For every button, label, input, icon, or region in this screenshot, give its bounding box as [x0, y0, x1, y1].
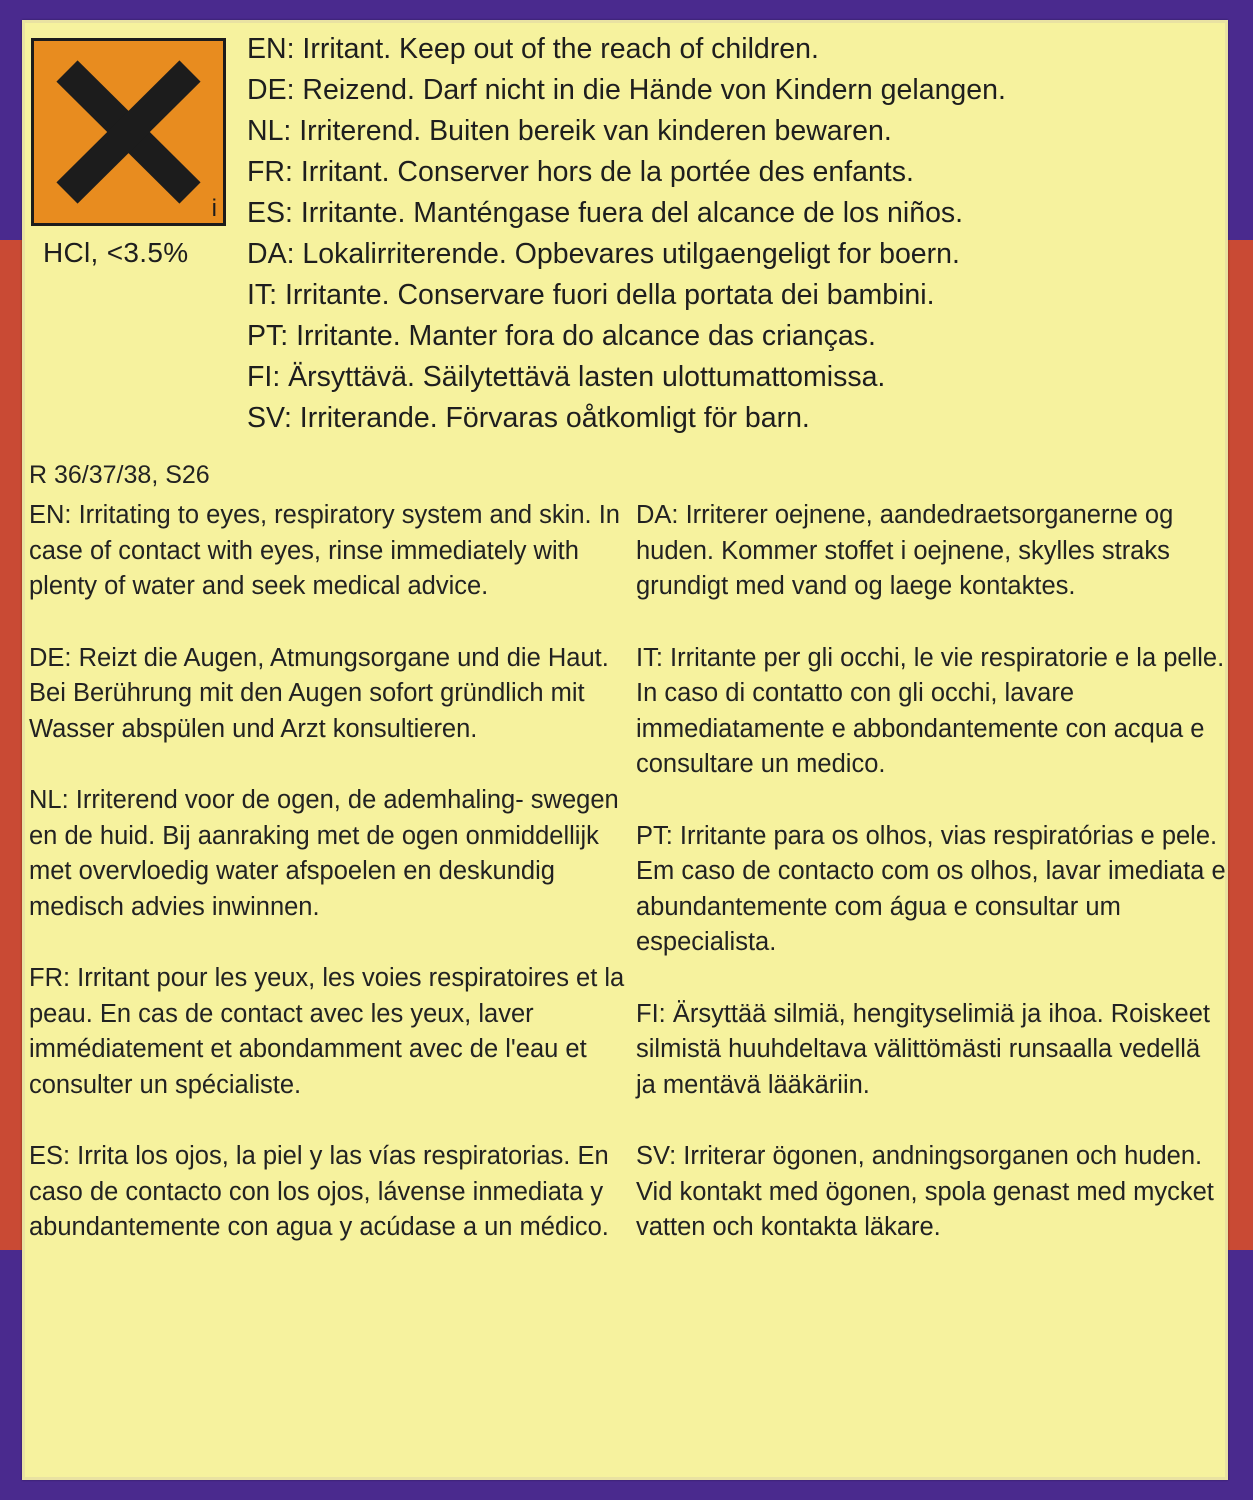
instruction-it: IT: Irritante per gli occhi, le vie respiratorie e la pelle. In caso di contatto con gli occhi, lavare immediatamente e abbondantemente con acqua e consultare un medico.: [636, 643, 1225, 778]
instruction-fi: FI: Ärsyttää silmiä, hengityselimiä ja ihoa. Roiskeet silmistä huuhdeltava välittömästi runsaalla vedellä ja mentävä lääkäriin.: [636, 999, 1210, 1099]
warning-pt: PT: Irritante. Manter fora do alcance das crianças.: [247, 320, 876, 352]
instruction-sv: SV: Irriterar ögonen, andningsorganen och huden. Vid kontakt med ögonen, spola genast med mycket vatten och kontakta läkare.: [636, 1142, 1214, 1241]
instructions-right-column: [636, 498, 1226, 1282]
warning-nl: NL: Irriterend. Buiten bereik van kinderen bewaren.: [247, 115, 892, 147]
chemical-concentration: HCl, <3.5%: [43, 237, 189, 268]
short-warnings: [247, 29, 1227, 439]
instruction-nl: NL: Irriterend voor de ogen, de ademhaling- swegen en de huid. Bij aanraking met de ogen onmiddellijk met overvloedig water afspoelen en deskundig medisch advies inwinnen.: [29, 786, 619, 921]
warning-sv: SV: Irriterande. Förvaras oåtkomligt för barn.: [247, 402, 810, 434]
warning-en: EN: Irritant. Keep out of the reach of children.: [247, 33, 819, 65]
instructions-left-column: [29, 498, 629, 1282]
warning-es: ES: Irritante. Manténgase fuera del alcance de los niños.: [247, 197, 964, 229]
instruction-es: ES: Irrita los ojos, la piel y las vías respiratorias. En caso de contacto con los ojos, lávense inmediata y abundantemente con agua y acúdase a un médico.: [29, 1142, 609, 1241]
warning-label: [22, 20, 1228, 1480]
instruction-de: DE: Reizt die Augen, Atmungsorgane und die Haut. Bei Berührung mit den Augen sofort gründlich mit Wasser abspülen und Arzt konsultieren.: [29, 643, 609, 743]
warning-it: IT: Irritante. Conservare fuori della portata dei bambini.: [247, 279, 935, 311]
instruction-da: DA: Irriterer oejnene, aandedraetsorganerne og huden. Kommer stoffet i oejnene, skylles straks grundigt med vand og laege kontaktes.: [636, 501, 1174, 600]
instruction-fr: FR: Irritant pour les yeux, les voies respiratoires et la peau. En cas de contact avec les yeux, laver immédiatement et abondamment avec de l'eau et consulter un spécialiste.: [29, 964, 625, 1099]
x-irritant-icon: [34, 41, 223, 223]
risk-safety-code: R 36/37/38, S26: [29, 461, 210, 489]
warning-da: DA: Lokalirriterende. Opbevares utilgaengeligt for boern.: [247, 238, 960, 270]
hazard-letter: i: [211, 195, 217, 222]
warning-de: DE: Reizend. Darf nicht in die Hände von Kindern gelangen.: [247, 74, 1006, 106]
instruction-en: EN: Irritating to eyes, respiratory system and skin. In case of contact with eyes, rinse immediately with plenty of water and seek medical advice.: [29, 501, 620, 600]
warning-fi: FI: Ärsyttävä. Säilytettävä lasten ulottumattomissa.: [247, 361, 886, 393]
warning-fr: FR: Irritant. Conserver hors de la portée des enfants.: [247, 156, 914, 188]
hazard-symbol: [31, 38, 226, 226]
instruction-pt: PT: Irritante para os olhos, vias respiratórias e pele. Em caso de contacto com os olhos, lavar imediata e abundantemente com água e consultar um especialista.: [636, 821, 1226, 956]
